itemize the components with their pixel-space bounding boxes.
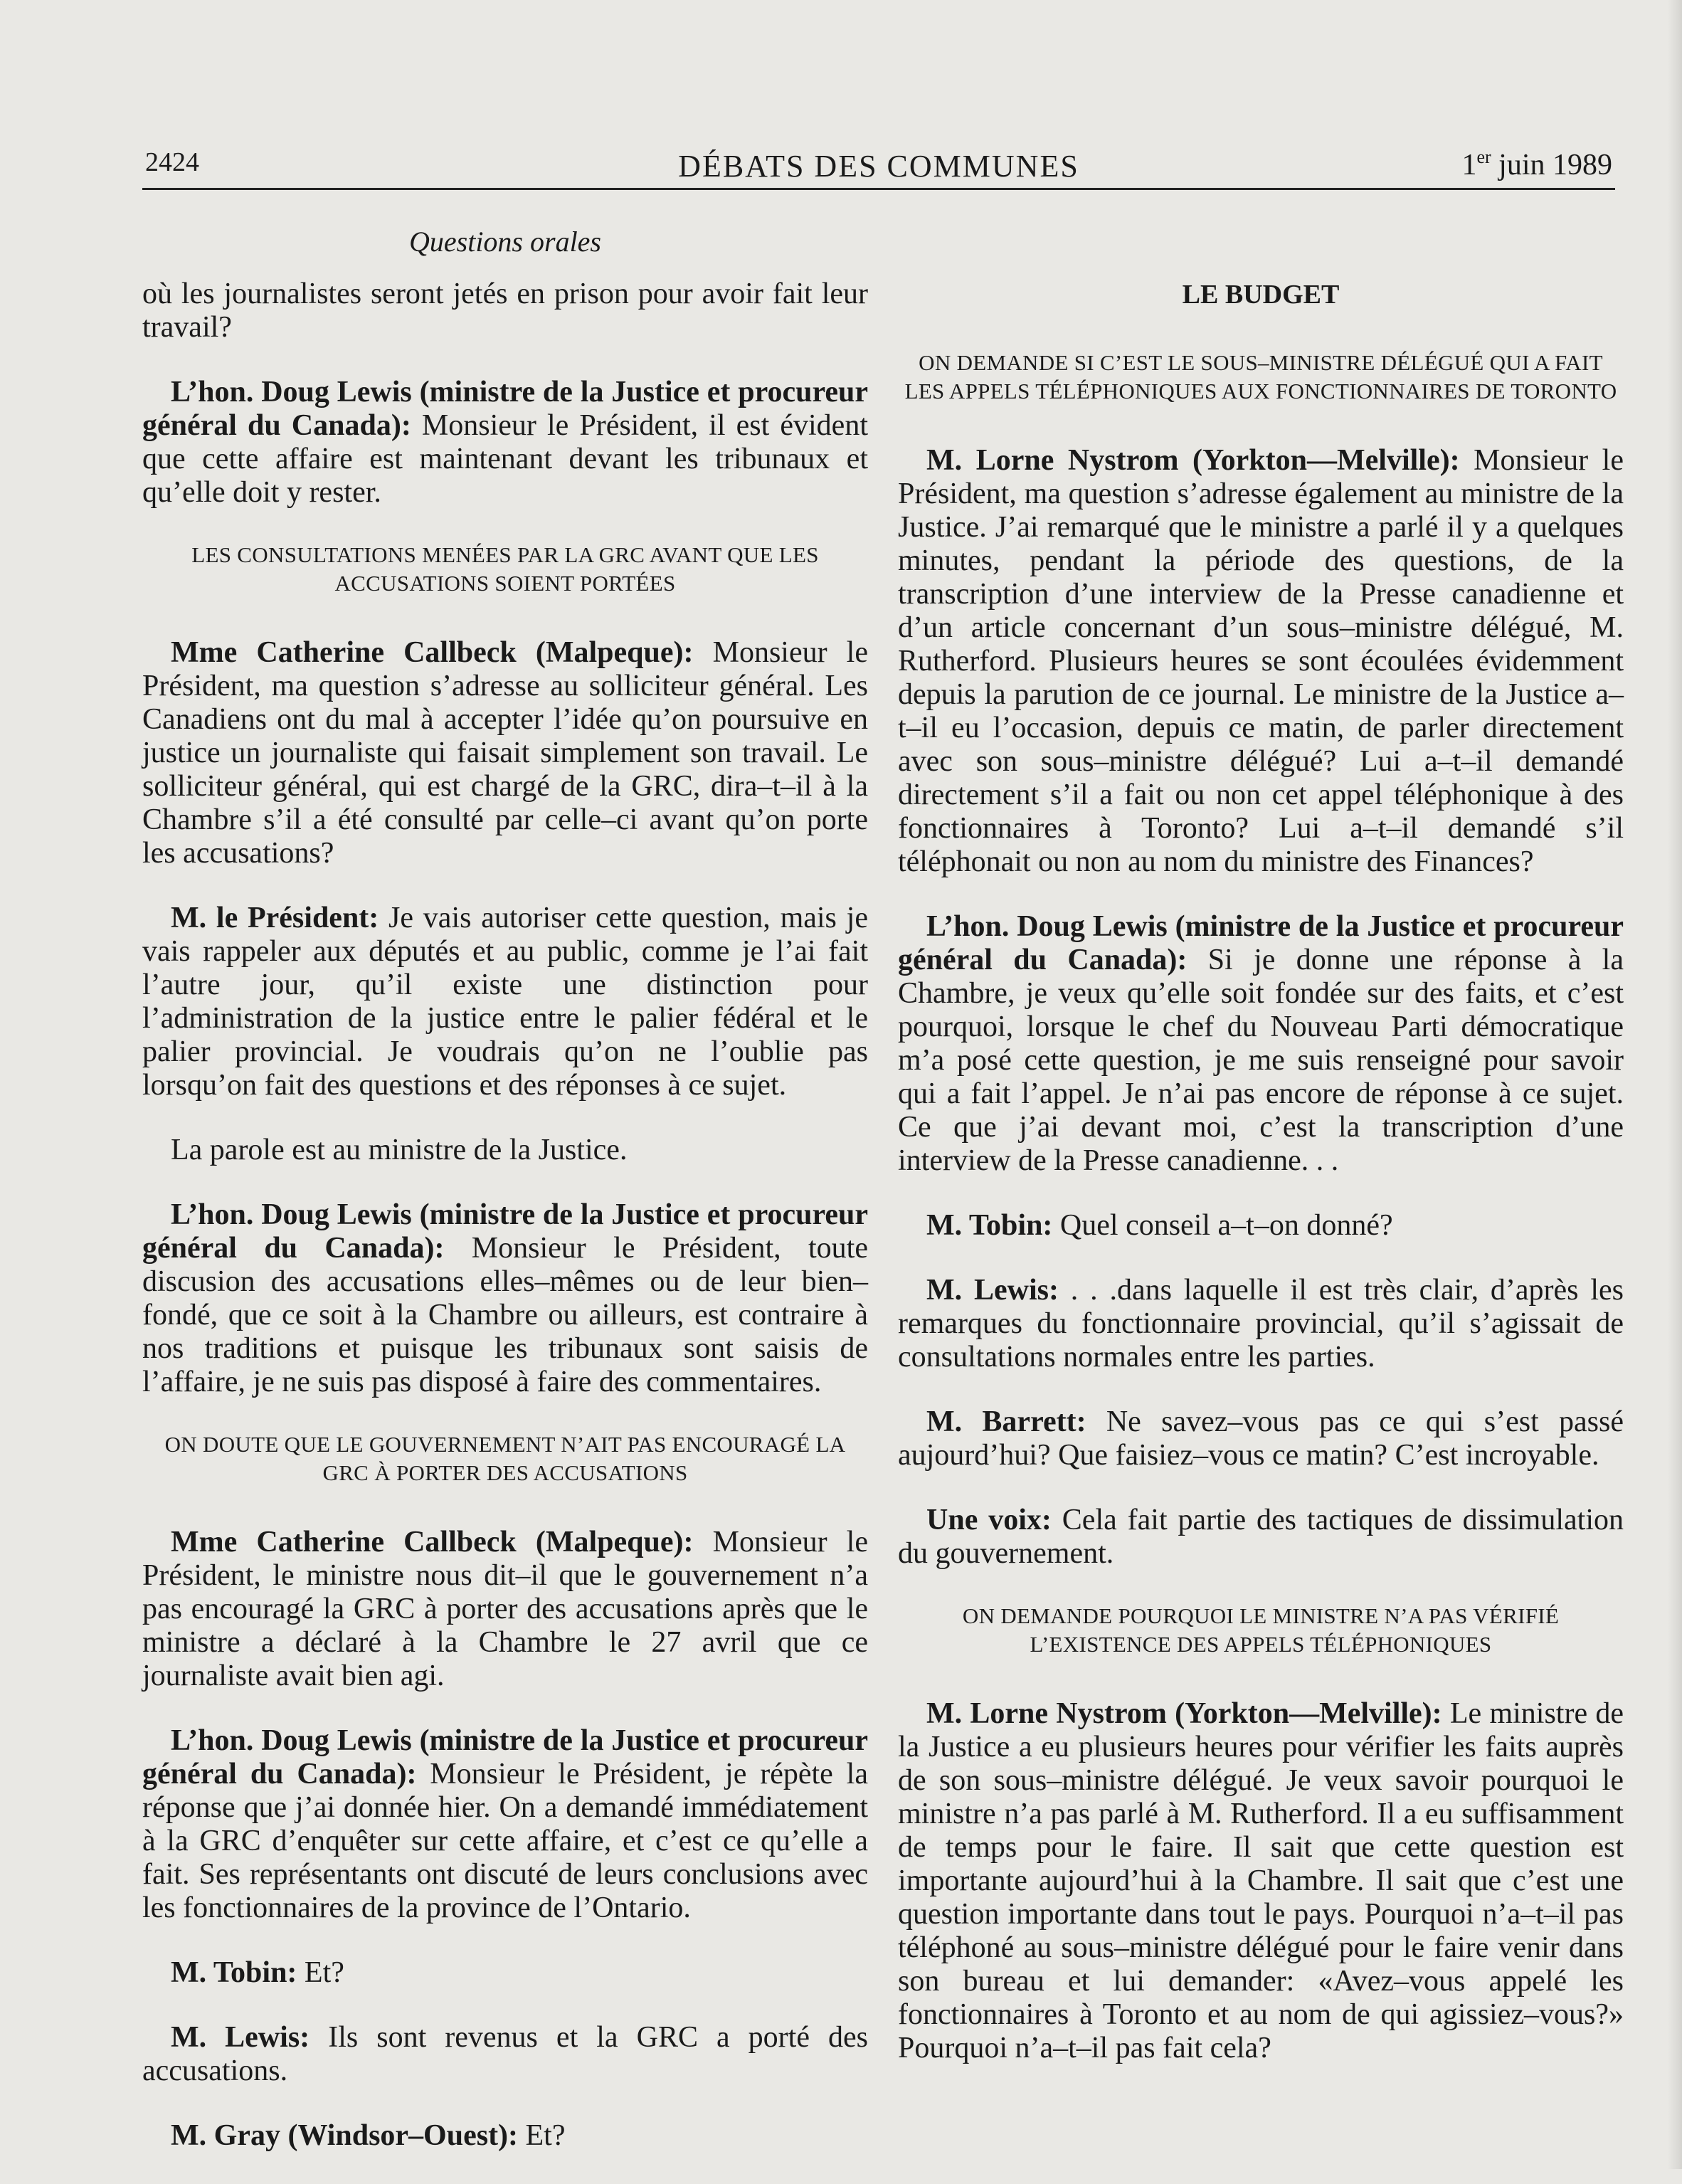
paragraph: M. Lorne Nystrom (Yorkton—Melville): Monsieur le Président, ma question s’adresse également au ministre de la Justice. J’ai remarqué que le ministre a parlé il y a quelques minutes, pendant la période des questions, de la transcription d’une interview de la Presse canadienne et d’un article concernant d’un sous–ministre délégué, M. Rutherford. Plusieurs heures se sont écoulées évidemment depuis la parution de ce journal. Le ministre de la Justice a–t–il eu l’occasion, depuis ce matin, de parler directement avec son sous–ministre délégué? Lui a–t–il demandé directement s’il a fait ou non cet appel téléphonique à des fonctionnaires à Toronto? Lui a–t–il demandé s’il téléphonait ou non au nom du ministre des Finances? xyxy=(898,444,1624,878)
subheading: ON DEMANDE SI C’EST LE SOUS–MINISTRE DÉLÉGUÉ QUI A FAIT LES APPELS TÉLÉPHONIQUES AUX FONCTIONNAIRES DE TORONTO xyxy=(904,350,1617,403)
speaker-name: M. Tobin: xyxy=(926,1209,1053,1242)
subheading: ON DEMANDE POURQUOI LE MINISTRE N’A PAS VÉRIFIÉ L’EXISTENCE DES APPELS TÉLÉPHONIQUES xyxy=(962,1603,1560,1657)
sitting-date: 1er juin 1989 xyxy=(1461,147,1612,181)
section-label: Questions orales xyxy=(409,226,601,258)
page-edge-shadow xyxy=(1668,0,1682,2169)
left-column xyxy=(142,278,868,2184)
speaker-name: L’hon. Doug Lewis (ministre de la Justice et procureur général du Canada): xyxy=(142,1198,868,1265)
page-number: 2424 xyxy=(145,147,199,177)
speaker-name: M. Lewis: xyxy=(926,1274,1059,1307)
paragraph: M. Lorne Nystrom (Yorkton—Melville): Le ministre de la Justice a eu plusieurs heures pour vérifier les faits auprès de son sous–ministre délégué. Je veux savoir pourquoi le ministre n’a pas parlé à M. Rutherford. Il a eu suffisamment de temps pour le faire. Il sait que cette question est importante aujourd’hui à la Chambre. Il sait que c’est une question importante dans tout le pays. Pourquoi n’a–t–il pas téléphoné au sous–ministre délégué pour le faire venir dans son bureau et lui demander: «Avez–vous appelé les fonctionnaires à Toronto et au nom de qui agissiez–vous?» Pourquoi n’a–t–il pas fait cela? xyxy=(898,1697,1624,2064)
speaker-name: M. Barrett: xyxy=(926,1405,1086,1438)
running-title: DÉBATS DES COMMUNES xyxy=(678,149,1079,184)
speaker-name: L’hon. Doug Lewis (ministre de la Justice et procureur général du Canada): xyxy=(142,376,868,442)
paragraph: M. Gray (Windsor–Ouest): Et? xyxy=(171,2119,566,2152)
speaker-name: L’hon. Doug Lewis (ministre de la Justice et procureur général du Canada): xyxy=(142,1724,868,1790)
speaker-name: M. Lewis: xyxy=(171,2021,310,2054)
paragraph: Mme Catherine Callbeck (Malpeque): Monsieur le Président, le ministre nous dit–il que le gouvernement n’a pas encouragé la GRC à porter des accusations après que le ministre a déclaré à la Chambre le 27 avril que ce journaliste avait bien agi. xyxy=(142,1526,868,1692)
speaker-name: Mme Catherine Callbeck (Malpeque): xyxy=(171,636,694,669)
running-header xyxy=(142,147,1615,190)
speaker-name: M. Gray (Windsor–Ouest): xyxy=(171,2119,519,2152)
speaker-name: M. le Président: xyxy=(171,902,379,934)
speaker-name: Une voix: xyxy=(926,1504,1052,1536)
subheading: ON DOUTE QUE LE GOUVERNEMENT N’AIT PAS ENCOURAGÉ LA GRC À PORTER DES ACCUSATIONS xyxy=(164,1432,846,1485)
paragraph: où les journalistes seront jetés en prison pour avoir fait leur travail? xyxy=(142,278,868,344)
subheading: LES CONSULTATIONS MENÉES PAR LA GRC AVANT QUE LES ACCUSATIONS SOIENT PORTÉES xyxy=(191,542,819,596)
paragraph: L’hon. Doug Lewis (ministre de la Justice et procureur général du Canada): Monsieur le Président, il est évident que cette affaire est maintenant devant les tribunaux et qu’elle doit y rester. xyxy=(142,376,868,509)
speaker-name: L’hon. Doug Lewis (ministre de la Justice et procureur général du Canada): xyxy=(898,910,1624,976)
speaker-name: M. Lorne Nystrom (Yorkton—Melville): xyxy=(926,1697,1442,1730)
speaker-name: M. Tobin: xyxy=(171,1956,297,1989)
paragraph: M. Barrett: Ne savez–vous pas ce qui s’est passé aujourd’hui? Que faisiez–vous ce matin? C’est incroyable. xyxy=(898,1405,1624,1472)
right-column xyxy=(898,278,1624,2096)
paragraph: M. Tobin: Quel conseil a–t–on donné? xyxy=(926,1209,1393,1242)
paragraph: L’hon. Doug Lewis (ministre de la Justice et procureur général du Canada): Monsieur le Président, je répète la réponse que j’ai donnée hier. On a demandé immédiatement à la GRC d’enquêter sur cette affaire, et c’est ce qu’elle a fait. Ses représentants ont discuté de leurs conclusions avec les fonctionnaires de la province de l’Ontario. xyxy=(142,1724,868,1924)
paragraph: M. Lewis: . . .dans laquelle il est très clair, d’après les remarques du fonctionnaire provincial, qu’il s’agissait de consultations normales entre les parties. xyxy=(898,1274,1624,1373)
paragraph: L’hon. Doug Lewis (ministre de la Justice et procureur général du Canada): Monsieur le Président, toute discusion des accusations elles–mêmes ou de leur bien–fondé, que ce soit à la Chambre ou ailleurs, est contraire à nos traditions et puisque les tribunaux sont saisis de l’affaire, je ne suis pas disposé à faire des commentaires. xyxy=(142,1198,868,1398)
paragraph: M. Tobin: Et? xyxy=(171,1956,344,1989)
paragraph: M. le Président: Je vais autoriser cette question, mais je vais rappeler aux députés et au public, comme je l’ai fait l’autre jour, qu’il existe une distinction pour l’administration de la justice entre le palier fédéral et le palier provincial. Je voudrais qu’on ne l’oublie pas lorsqu’on fait des questions et des réponses à ce sujet. xyxy=(142,902,868,1102)
paragraph: Mme Catherine Callbeck (Malpeque): Monsieur le Président, ma question s’adresse au solliciteur général. Les Canadiens ont du mal à accepter l’idée qu’on poursuive en justice un journaliste qui faisait simplement son travail. Le solliciteur général, qui est chargé de la GRC, dira–t–il à la Chambre s’il a été consulté par celle–ci avant qu’on porte les accusations? xyxy=(142,636,868,870)
speaker-name: Mme Catherine Callbeck (Malpeque): xyxy=(171,1526,694,1558)
main-heading: LE BUDGET xyxy=(1182,280,1340,310)
speaker-name: M. Lorne Nystrom (Yorkton—Melville): xyxy=(926,444,1460,477)
paragraph: L’hon. Doug Lewis (ministre de la Justice et procureur général du Canada): Si je donne une réponse à la Chambre, je veux qu’elle soit fondée sur des faits, et c’est pourquoi, lorsque le chef du Nouveau Parti démocratique m’a posé cette question, je me suis renseigné pour savoir qui a fait l’appel. Je n’ai pas encore de réponse à ce sujet. Ce que j’ai devant moi, c’est la transcription d’une interview de la Presse canadienne. . . xyxy=(898,910,1624,1177)
paragraph: La parole est au ministre de la Justice. xyxy=(171,1134,628,1166)
paragraph: M. Lewis: Ils sont revenus et la GRC a porté des accusations. xyxy=(142,2021,868,2087)
paragraph: Une voix: Cela fait partie des tactiques de dissimulation du gouvernement. xyxy=(898,1504,1624,1570)
